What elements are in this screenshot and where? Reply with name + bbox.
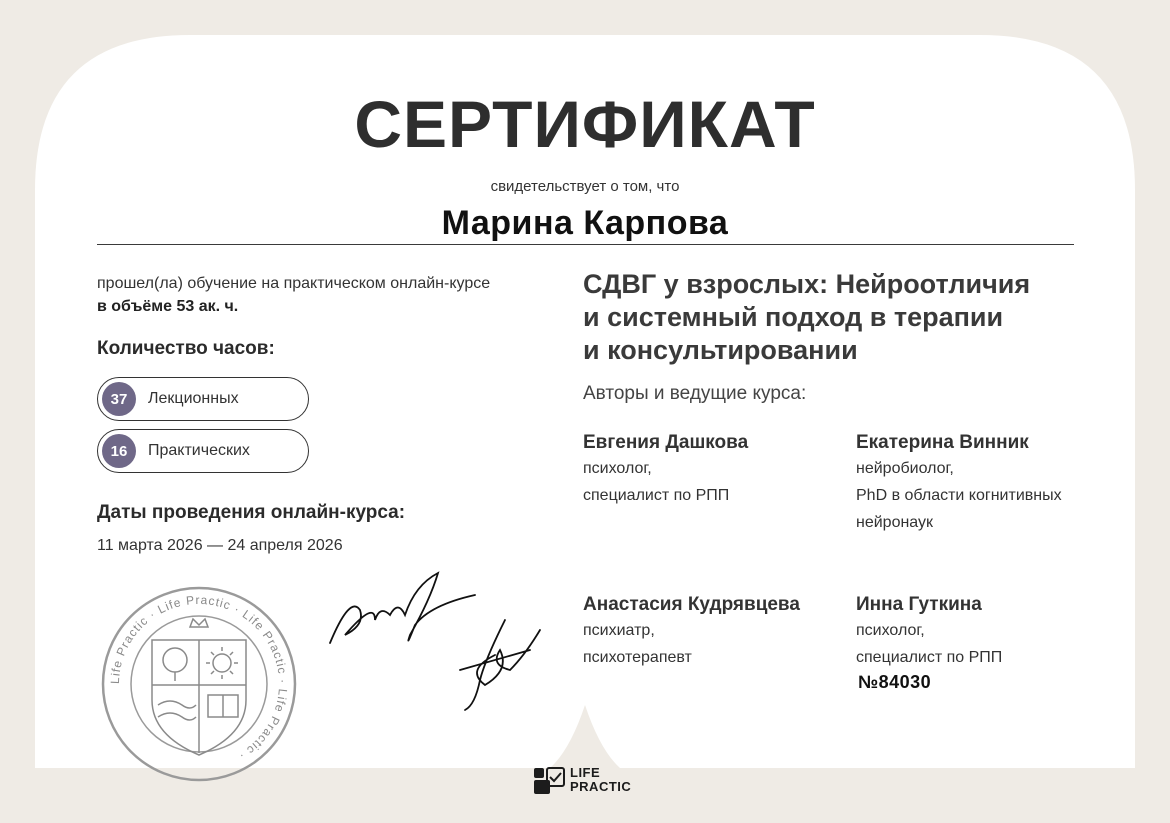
certificate-title: СЕРТИФИКАТ: [354, 87, 816, 161]
course-dates: 11 марта 2026 — 24 апреля 2026: [97, 537, 343, 554]
hours-pill-practice: [97, 429, 309, 473]
course-title-line: и системный подход в терапии: [583, 302, 1004, 332]
author-role-line: нейронаук: [856, 514, 934, 531]
hours-count: 37: [102, 382, 136, 416]
seal-stamp: [100, 585, 298, 783]
course-title-line: и консультировании: [583, 335, 858, 365]
author-role: [856, 455, 1062, 536]
author-name: Инна Гуткина: [856, 594, 982, 615]
author-name: Евгения Дашкова: [583, 432, 749, 453]
author-card: [583, 594, 800, 671]
author-role-line: специалист по РПП: [856, 649, 1003, 666]
course-intro: [97, 272, 490, 318]
brand-logo: [570, 766, 631, 794]
dates-heading: Даты проведения онлайн-курса:: [97, 502, 406, 523]
hours-pill-lecture: [97, 377, 309, 421]
life-practic-logo-icon: [533, 767, 565, 795]
divider: [97, 244, 1074, 245]
author-name: Анастасия Кудрявцева: [583, 594, 800, 615]
author-role-line: психолог,: [856, 622, 925, 639]
signature-2: [455, 610, 545, 720]
certificate-number: №84030: [858, 672, 932, 692]
intro-volume: в объёме 53 ак. ч.: [97, 298, 239, 315]
hours-label: Лекционных: [148, 390, 239, 407]
author-role: [583, 617, 800, 671]
hours-count: 16: [102, 434, 136, 468]
seal-text: Life Practic · Life Practic · Life Practic · Life Practic ·: [107, 592, 291, 764]
author-role-line: нейробиолог,: [856, 460, 954, 477]
author-role: [856, 617, 1002, 671]
hours-label: Практических: [148, 442, 250, 459]
author-role: [583, 455, 748, 509]
certificate-subtitle: свидетельствует о том, что: [490, 178, 680, 195]
author-role-line: специалист по РПП: [583, 487, 730, 504]
logo-line: PRACTIC: [570, 779, 632, 794]
hours-heading: Количество часов:: [97, 338, 275, 359]
logo-line: LIFE: [570, 765, 601, 780]
recipient-name: Марина Карпова: [441, 204, 729, 242]
school-crest-icon: [152, 619, 246, 755]
course-title: [583, 268, 1083, 367]
course-title-line: СДВГ у взрослых: Нейроотличия: [583, 269, 1031, 299]
author-role-line: психотерапевт: [583, 649, 692, 666]
author-name: Екатерина Винник: [856, 432, 1029, 453]
author-role-line: психолог,: [583, 460, 652, 477]
author-role-line: PhD в области когнитивных: [856, 487, 1062, 504]
author-card: [856, 432, 1062, 536]
authors-heading: Авторы и ведущие курса:: [583, 383, 807, 404]
author-card: [856, 594, 1002, 671]
intro-text: прошел(ла) обучение на практическом онлайн-курсе: [97, 275, 491, 292]
author-card: [583, 432, 748, 509]
author-role-line: психиатр,: [583, 622, 655, 639]
